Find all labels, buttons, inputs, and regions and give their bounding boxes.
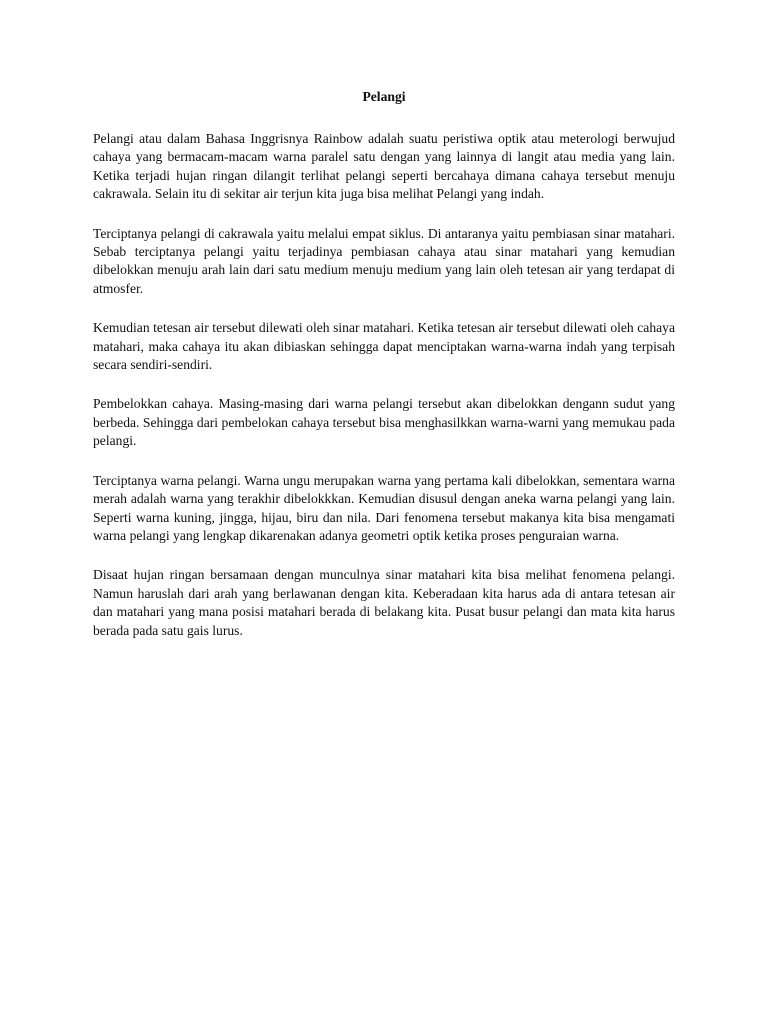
paragraph-1: Pelangi atau dalam Bahasa Inggrisnya Rainbow adalah suatu peristiwa optik atau meterologi berwujud cahaya yang bermacam-macam warna paralel satu dengan yang lainnya di langit atau media yang lain. Ketika terjadi hujan ringan dilangit terlihat pelangi seperti bercahaya dimana cahaya tersebut menuju cakrawala. Selain itu di sekitar air terjun kita juga bisa melihat Pelangi yang indah. <box>93 131 675 202</box>
paragraph-4: Pembelokkan cahaya. Masing-masing dari warna pelangi tersebut akan dibelokkan dengann sudut yang berbeda. Sehingga dari pembelokan cahaya tersebut bisa menghasilkkan warna-warni yang memukau pada pelangi. <box>93 396 675 449</box>
paragraph-2: Terciptanya pelangi di cakrawala yaitu melalui empat siklus. Di antaranya yaitu pembiasan sinar matahari. Sebab terciptanya pelangi yaitu terjadinya pembiasan cahaya atau sinar matahari yang kemudian dibelokkan menuju arah lain dari satu medium menuju medium yang lain oleh tetesan air yang terdapat di atmosfer. <box>93 225 675 296</box>
document-title: Pelangi <box>362 89 406 104</box>
paragraph-5: Terciptanya warna pelangi. Warna ungu merupakan warna yang pertama kali dibelokkan, sementara warna merah adalah warna yang terakhir dibelokkkan. Kemudian disusul dengan aneka warna pelangi yang lain. Seperti warna kuning, jingga, hijau, biru dan nila. Dari fenomena tersebut makanya kita bisa mengamati warna pelangi yang lengkap dikarenakan adanya geometri optik ketika proses penguraian warna. <box>93 472 675 543</box>
paragraph-6: Disaat hujan ringan bersamaan dengan munculnya sinar matahari kita bisa melihat fenomena pelangi. Namun haruslah dari arah yang berlawanan dengan kita. Keberadaan kita harus ada di antara tetesan air dan matahari yang mana posisi matahari berada di belakang kita. Pusat busur pelangi dan mata kita harus berada pada satu gais lurus. <box>93 567 675 638</box>
document-body <box>93 130 675 661</box>
paragraph-3: Kemudian tetesan air tersebut dilewati oleh sinar matahari. Ketika tetesan air tersebut dilewati oleh cahaya matahari, maka cahaya itu akan dibiaskan sehingga dapat menciptakan warna-warna indah yang terpisah secara sendiri-sendiri. <box>93 320 675 373</box>
